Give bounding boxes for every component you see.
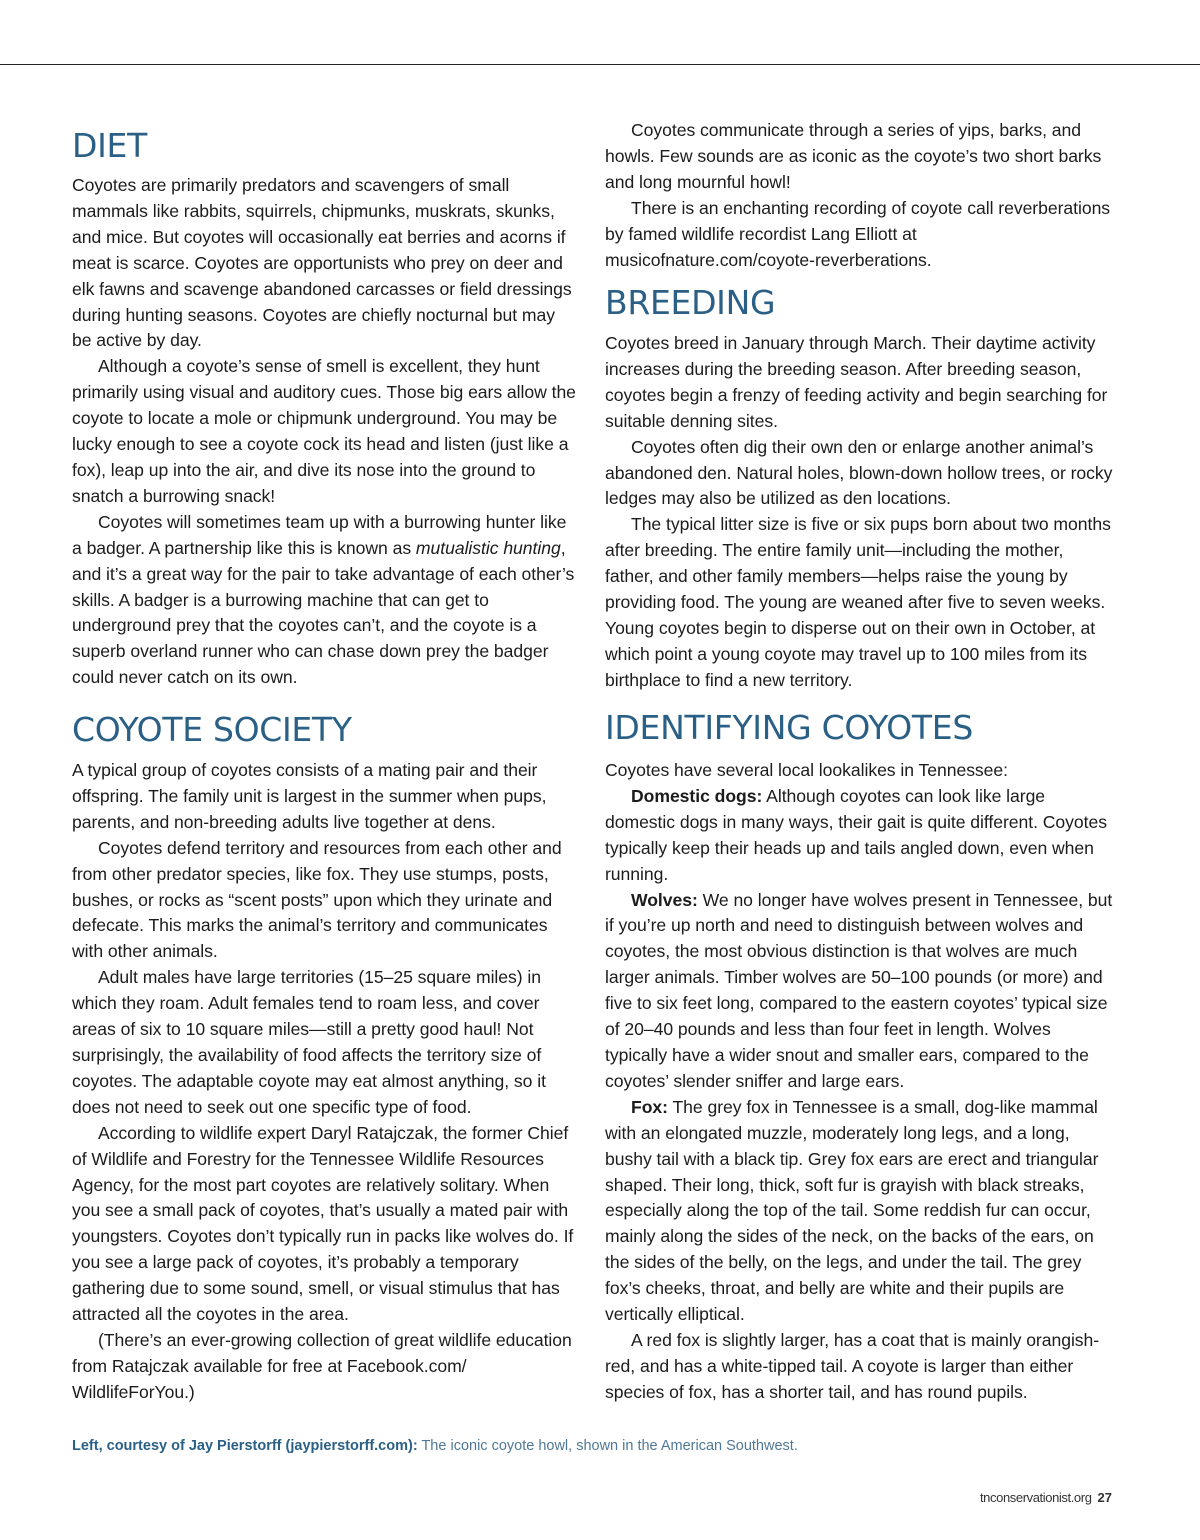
communication-paragraph-1: Coyotes communicate through a series of yips, barks, and howls. Few sounds are as iconic as the coyote’s two short barks and long mournful howl! — [605, 120, 1102, 192]
website-url: tnconservationist.org — [979, 1490, 1092, 1505]
society-paragraph-4: According to wildlife expert Daryl Ratajczak, the former Chief of Wildlife and Forestry for the Tennessee Wildlife Resources Agency, for the most part coyotes are relatively solitary. When you see a small pack of coyotes, that’s usually a mated pair with youngsters. Coyotes don’t typically run in packs like wolves do. If you see a large pack of coyotes, it’s probably a temporary gathering due to some sound, smell, or visual stimulus that has attracted all the coyotes in the area. — [72, 1122, 574, 1325]
domestic-dogs-paragraph — [605, 784, 1115, 888]
diet-p3-start: Coyotes will sometimes team up with a burrowing hunter like a badger. A partnership like this is known as — [72, 511, 567, 558]
coyote-society-heading: COYOTE SOCIETY — [72, 710, 352, 749]
photo-caption — [72, 1436, 1172, 1456]
mutualistic-hunting-term: mutualistic hunting — [415, 537, 561, 558]
diet-paragraph-3 — [72, 510, 576, 691]
domestic-dogs-text: Although coyotes can look like large domestic dogs in many ways, their gait is quite different. Coyotes typically keep their heads up and tails angled down, even when running. — [605, 785, 1107, 884]
diet-paragraph-1: Coyotes are primarily predators and scavengers of small mammals like rabbits, squirrels, chipmunks, muskrats, skunks, and mice. But coyotes will occasionally eat berries and acorns if meat is scarce. Coyotes are opportunists who prey on deer and elk fawns and scavenge abandoned carcasses or field dressings during hunting seasons. Coyotes are chiefly nocturnal but may be active by day. — [72, 175, 572, 351]
diet-p3-end: , and it’s a great way for the pair to take advantage of each other’s skills. A badger is a burrowing machine that can get to underground prey that the coyotes can’t, and the coyote is a superb overland runner who can chase down prey the badger could never catch on its own. — [72, 537, 575, 688]
fox-text: The grey fox in Tennessee is a small, dog-like mammal with an elongated muzzle, moderately long legs, and a long, bushy tail with a black tip. Grey fox ears are erect and triangular shaped. Their long, thick, soft fur is grayish with black streaks, especially along the top of the tail. Some reddish fur can occur, mainly along the sides of the neck, on the backs of the ears, on the sides of the belly, on the legs, and under the tail. The grey fox’s cheeks, throat, and belly are white and their pupils are vertically elliptical. — [605, 1096, 1099, 1325]
page-footer — [980, 1488, 1112, 1508]
wolves-text: We no longer have wolves present in Tennessee, but if you’re up north and need to distinguish between wolves and coyotes, the most obvious distinction is that wolves are much larger animals. Timber wolves are 50–100 pounds (or more) and five to six feet long, compared to the eastern coyotes’ typical size of 20–40 pounds and less than four feet in length. Wolves typically have a wider snout and smaller ears, compared to the coyotes’ slender sniffer and large ears. — [605, 889, 1113, 1091]
breeding-heading: BREEDING — [605, 283, 776, 322]
society-paragraph-3: Adult males have large territories (15–25 square miles) in which they roam. Adult females tend to roam less, and cover areas of six to 10 square miles—still a pretty good haul! Not surprisingly, the availability of food affects the territory size of coyotes. The adaptable coyote may eat almost anything, so it does not need to seek out one specific type of food. — [72, 967, 546, 1117]
fox-paragraph — [605, 1095, 1115, 1328]
society-paragraph-1: A typical group of coyotes consists of a mating pair and their offspring. The family unit is largest in the summer when pups, parents, and non-breeding adults live together at dens. — [72, 760, 547, 832]
communication-paragraph-2: There is an enchanting recording of coyote call reverberations by famed wildlife recordist Lang Elliott at musicofnature.com/coyote-reverberations. — [605, 197, 1111, 270]
society-paragraph-5: (There’s an ever-growing collection of great wildlife education from Ratajczak available for free at Facebook.com/ WildlifeForYou.) — [72, 1329, 572, 1402]
diet-paragraph-2: Although a coyote’s sense of smell is excellent, they hunt primarily using visual and auditory cues. Those big ears allow the coyote to locate a mole or chipmunk underground. You may be lucky enough to see a coyote cock its head and listen (just like a fox), leap up into the air, and dive its nose into the ground to snatch a burrowing snack! — [72, 356, 576, 506]
diet-heading: DIET — [72, 126, 147, 165]
identifying-coyotes-heading: IDENTIFYING COYOTES — [605, 708, 973, 747]
photo-credit: Left, courtesy of Jay Pierstorff (jaypierstorff.com): — [72, 1438, 418, 1454]
photo-description: The iconic coyote howl, shown in the American Southwest. — [421, 1438, 798, 1454]
wolves-label: Wolves: — [631, 889, 698, 910]
fox-label: Fox: — [631, 1096, 668, 1117]
breeding-paragraph-2: Coyotes often dig their own den or enlarge another animal’s abandoned den. Natural holes, blown-down hollow trees, or rocky ledges may also be utilized as den locations. — [605, 436, 1113, 509]
page-number: 27 — [1097, 1490, 1112, 1505]
society-paragraph-2: Coyotes defend territory and resources from each other and from other predator species, like fox. They use stumps, posts, bushes, or rocks as “scent posts” upon which they urinate and defecate. This marks the animal’s territory and communicates with other animals. — [72, 837, 562, 962]
breeding-paragraph-3: The typical litter size is five or six pups born about two months after breeding. The entire family unit—including the mother, father, and other family members—helps raise the young by providing food. The young are weaned after five to seven weeks. Young coyotes begin to disperse out on their own in October, at which point a young coyote may travel up to 100 miles from its birthplace to find a new territory. — [605, 514, 1111, 690]
top-rule — [0, 64, 1200, 65]
red-fox-paragraph: A red fox is slightly larger, has a coat that is mainly orangish-red, and has a white-tipped tail. A coyote is larger than either species of fox, has a shorter tail, and has round pupils. — [605, 1329, 1100, 1402]
domestic-dogs-label: Domestic dogs: — [631, 785, 763, 806]
breeding-paragraph-1: Coyotes breed in January through March. Their daytime activity increases during the breeding season. After breeding season, coyotes begin a frenzy of feeding activity and begin searching for suitable denning sites. — [605, 333, 1108, 431]
wolves-paragraph — [605, 888, 1115, 1095]
identifying-paragraph-1: Coyotes have several local lookalikes in Tennessee: — [605, 760, 1008, 780]
